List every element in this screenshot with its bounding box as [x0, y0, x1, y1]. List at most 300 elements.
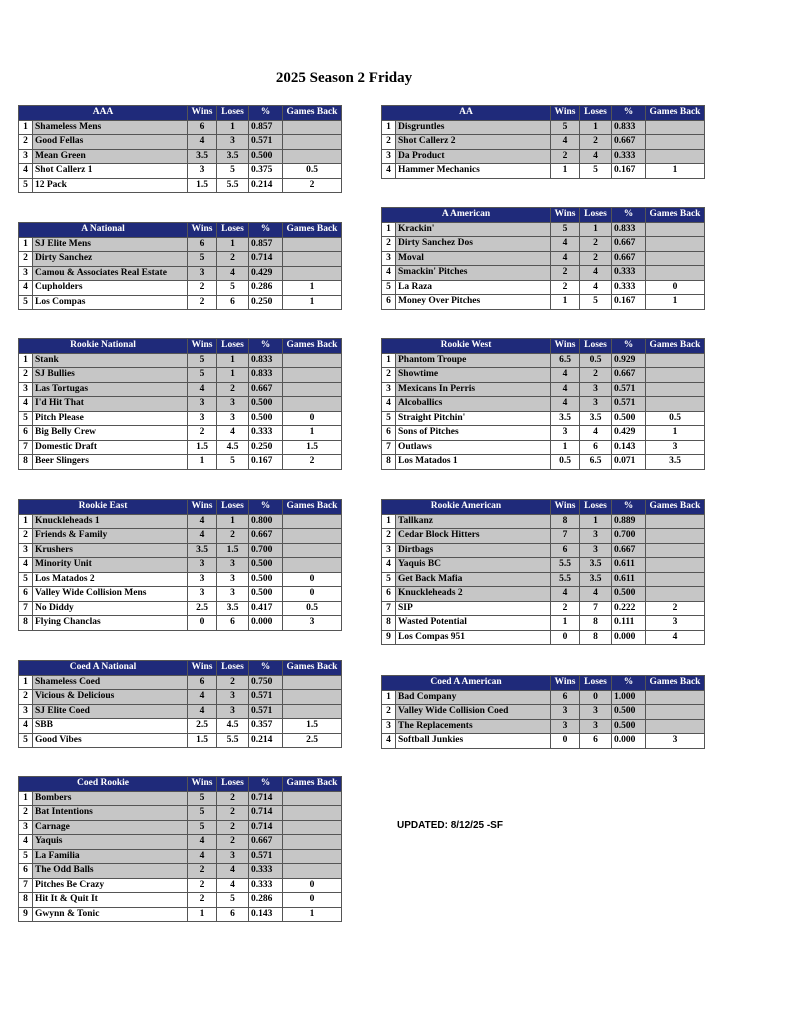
loses: 3: [217, 587, 249, 602]
pct-header: %: [249, 339, 283, 354]
loses: 4: [580, 280, 612, 295]
wins-header: Wins: [551, 106, 580, 121]
win-pct: 0.833: [249, 353, 283, 368]
win-pct: 0.889: [612, 514, 646, 529]
rank: 4: [19, 719, 33, 734]
loses: 3: [580, 719, 612, 734]
win-pct: 0.071: [612, 455, 646, 470]
rank: 8: [19, 893, 33, 908]
win-pct: 0.667: [249, 382, 283, 397]
win-pct: 0.500: [612, 411, 646, 426]
wins: 2: [188, 878, 217, 893]
rank: 5: [19, 295, 33, 310]
rank: 5: [382, 411, 396, 426]
games-back: 3: [646, 734, 705, 749]
table-row: [382, 164, 705, 179]
table-row: [382, 353, 705, 368]
loses: 6: [217, 616, 249, 631]
wins: 5: [188, 353, 217, 368]
wins: 1: [551, 440, 580, 455]
table-row: [382, 251, 705, 266]
team-name: Knuckleheads 1: [33, 514, 188, 529]
games-back: [283, 266, 342, 281]
loses: 3: [217, 849, 249, 864]
wins: 2: [551, 601, 580, 616]
games-back-header: Games Back: [646, 106, 705, 121]
team-name: Vicious & Delicious: [33, 690, 188, 705]
games-back: [283, 397, 342, 412]
rank: 1: [382, 690, 396, 705]
team-name: Los Compas: [33, 295, 188, 310]
division-name: Rookie American: [382, 500, 551, 515]
win-pct: 0.714: [249, 820, 283, 835]
wins: 2: [188, 295, 217, 310]
team-name: Valley Wide Collision Mens: [33, 587, 188, 602]
games-back: [283, 120, 342, 135]
games-back: 1: [646, 426, 705, 441]
table-row: [19, 529, 342, 544]
team-name: Shameless Mens: [33, 120, 188, 135]
win-pct: 0.714: [249, 791, 283, 806]
table-row: [382, 149, 705, 164]
table-row: [19, 820, 342, 835]
team-name: Carnage: [33, 820, 188, 835]
win-pct: 0.250: [249, 295, 283, 310]
games-back: 2: [646, 601, 705, 616]
games-back: [646, 149, 705, 164]
loses: 5: [580, 295, 612, 310]
team-name: Yaquis: [33, 835, 188, 850]
team-name: Dirtbags: [396, 543, 551, 558]
win-pct: 0.222: [612, 601, 646, 616]
loses: 3: [217, 397, 249, 412]
table-row: [19, 164, 342, 179]
loses: 3.5: [217, 601, 249, 616]
team-name: Knuckleheads 2: [396, 587, 551, 602]
games-back: [646, 690, 705, 705]
rank: 1: [19, 675, 33, 690]
pct-header: %: [612, 500, 646, 515]
rank: 6: [382, 426, 396, 441]
loses: 3: [217, 411, 249, 426]
loses: 6: [580, 440, 612, 455]
rank: 5: [382, 280, 396, 295]
table-row: [19, 690, 342, 705]
games-back: [283, 806, 342, 821]
table-row: [382, 587, 705, 602]
team-name: Flying Chanclas: [33, 616, 188, 631]
team-name: La Raza: [396, 280, 551, 295]
rank: 6: [19, 864, 33, 879]
win-pct: 0.929: [612, 353, 646, 368]
table-row: [382, 514, 705, 529]
win-pct: 0.857: [249, 120, 283, 135]
games-back-header: Games Back: [646, 208, 705, 223]
wins: 4: [551, 237, 580, 252]
wins: 3: [551, 426, 580, 441]
wins: 5: [551, 120, 580, 135]
rank: 1: [19, 791, 33, 806]
loses: 4: [217, 266, 249, 281]
loses: 2: [580, 135, 612, 150]
wins: 3: [188, 558, 217, 573]
team-name: Cedar Block Hitters: [396, 529, 551, 544]
rank: 4: [19, 164, 33, 179]
wins-header: Wins: [551, 676, 580, 691]
standings-table-rookie-east: [18, 499, 342, 631]
games-back-header: Games Back: [283, 777, 342, 792]
team-name: Pitches Be Crazy: [33, 878, 188, 893]
team-name: Smackin' Pitches: [396, 266, 551, 281]
team-name: Hit It & Quit It: [33, 893, 188, 908]
wins: 1: [551, 164, 580, 179]
win-pct: 0.214: [249, 733, 283, 748]
games-back: [646, 514, 705, 529]
rank: 3: [382, 149, 396, 164]
rank: 4: [382, 734, 396, 749]
win-pct: 0.286: [249, 281, 283, 296]
wins: 4: [551, 368, 580, 383]
table-row: [382, 237, 705, 252]
win-pct: 0.571: [612, 382, 646, 397]
wins: 2: [188, 281, 217, 296]
loses: 1: [217, 368, 249, 383]
table-row: [382, 120, 705, 135]
loses: 2: [217, 529, 249, 544]
team-name: SJ Elite Coed: [33, 704, 188, 719]
updated-note: UPDATED: 8/12/25 -SF: [397, 820, 503, 831]
loses: 3: [580, 382, 612, 397]
team-name: 12 Pack: [33, 178, 188, 193]
games-back: 1: [283, 281, 342, 296]
table-row: [19, 675, 342, 690]
rank: 6: [382, 587, 396, 602]
win-pct: 0.500: [249, 149, 283, 164]
loses: 2: [217, 675, 249, 690]
win-pct: 0.500: [249, 572, 283, 587]
loses-header: Loses: [217, 223, 249, 238]
wins: 5: [188, 368, 217, 383]
games-back-header: Games Back: [646, 500, 705, 515]
rank: 4: [19, 835, 33, 850]
loses: 6.5: [580, 455, 612, 470]
wins-header: Wins: [188, 500, 217, 515]
table-row: [19, 616, 342, 631]
wins: 1: [188, 907, 217, 922]
games-back: 0: [283, 878, 342, 893]
loses: 3: [580, 705, 612, 720]
division-name: Coed Rookie: [19, 777, 188, 792]
wins: 3: [188, 397, 217, 412]
rank: 6: [19, 587, 33, 602]
win-pct: 0.500: [612, 587, 646, 602]
win-pct: 0.167: [612, 164, 646, 179]
games-back: [283, 791, 342, 806]
pct-header: %: [612, 106, 646, 121]
rank: 3: [382, 251, 396, 266]
win-pct: 0.700: [612, 529, 646, 544]
rank: 4: [382, 266, 396, 281]
table-row: [19, 543, 342, 558]
rank: 9: [19, 907, 33, 922]
table-row: [382, 690, 705, 705]
table-row: [382, 280, 705, 295]
wins: 0: [551, 630, 580, 645]
rank: 2: [382, 368, 396, 383]
games-back: [283, 690, 342, 705]
games-back: [646, 237, 705, 252]
pct-header: %: [249, 223, 283, 238]
loses: 2: [217, 806, 249, 821]
rank: 3: [382, 382, 396, 397]
win-pct: 0.333: [249, 426, 283, 441]
team-name: Bombers: [33, 791, 188, 806]
pct-header: %: [612, 208, 646, 223]
games-back: [646, 368, 705, 383]
loses: 3: [217, 135, 249, 150]
games-back-header: Games Back: [283, 500, 342, 515]
win-pct: 0.667: [612, 368, 646, 383]
table-row: [382, 266, 705, 281]
wins: 1: [188, 455, 217, 470]
table-row: [382, 411, 705, 426]
table-row: [382, 295, 705, 310]
win-pct: 0.667: [249, 529, 283, 544]
wins: 3: [188, 266, 217, 281]
standings-table-coed-a-american: [381, 675, 705, 749]
games-back: 0: [283, 572, 342, 587]
win-pct: 0.571: [249, 690, 283, 705]
team-name: No Diddy: [33, 601, 188, 616]
win-pct: 0.500: [612, 719, 646, 734]
wins: 3: [188, 587, 217, 602]
team-name: Yaquis BC: [396, 558, 551, 573]
loses: 2: [217, 835, 249, 850]
rank: 5: [19, 178, 33, 193]
win-pct: 0.000: [249, 616, 283, 631]
rank: 7: [382, 440, 396, 455]
wins: 2: [551, 280, 580, 295]
table-row: [19, 704, 342, 719]
games-back: 0: [283, 893, 342, 908]
games-back: [646, 135, 705, 150]
loses: 1: [217, 237, 249, 252]
games-back: 2.5: [283, 733, 342, 748]
loses: 3: [580, 529, 612, 544]
games-back: [283, 835, 342, 850]
games-back: 4: [646, 630, 705, 645]
games-back: [283, 514, 342, 529]
table-row: [19, 252, 342, 267]
win-pct: 1.000: [612, 690, 646, 705]
page-title: 2025 Season 2 Friday: [275, 70, 413, 86]
table-row: [19, 149, 342, 164]
table-row: [382, 368, 705, 383]
games-back: [646, 353, 705, 368]
team-name: Mexicans In Perris: [396, 382, 551, 397]
games-back: 2: [283, 178, 342, 193]
rank: 5: [19, 572, 33, 587]
team-name: Gwynn & Tonic: [33, 907, 188, 922]
division-name: Coed A American: [382, 676, 551, 691]
games-back: [283, 135, 342, 150]
win-pct: 0.250: [249, 440, 283, 455]
loses: 3: [580, 397, 612, 412]
games-back: [646, 266, 705, 281]
rank: 4: [19, 558, 33, 573]
rank: 6: [382, 295, 396, 310]
standings-table-a-american: [381, 207, 705, 310]
win-pct: 0.286: [249, 893, 283, 908]
wins: 2: [188, 864, 217, 879]
team-name: Los Matados 2: [33, 572, 188, 587]
games-back: 0.5: [646, 411, 705, 426]
loses: 4: [580, 149, 612, 164]
rank: 2: [382, 135, 396, 150]
games-back: [646, 251, 705, 266]
win-pct: 0.700: [249, 543, 283, 558]
table-row: [19, 806, 342, 821]
division-name: A American: [382, 208, 551, 223]
team-name: Friends & Family: [33, 529, 188, 544]
loses: 5: [580, 164, 612, 179]
games-back: 0.5: [283, 164, 342, 179]
pct-header: %: [249, 777, 283, 792]
table-row: [19, 440, 342, 455]
standings-table-rookie-national: [18, 338, 342, 470]
wins: 3: [188, 164, 217, 179]
wins: 6: [551, 543, 580, 558]
table-row: [19, 893, 342, 908]
win-pct: 0.714: [249, 806, 283, 821]
standings-table-rookie-west: [381, 338, 705, 470]
standings-table-aaa: [18, 105, 342, 193]
win-pct: 0.667: [612, 135, 646, 150]
table-row: [19, 266, 342, 281]
table-row: [382, 440, 705, 455]
team-name: Valley Wide Collision Coed: [396, 705, 551, 720]
games-back: [283, 353, 342, 368]
table-row: [19, 733, 342, 748]
team-name: SIP: [396, 601, 551, 616]
table-row: [382, 734, 705, 749]
games-back: [646, 587, 705, 602]
win-pct: 0.000: [612, 734, 646, 749]
loses: 4: [217, 878, 249, 893]
wins: 6: [188, 675, 217, 690]
rank: 5: [19, 849, 33, 864]
rank: 3: [19, 149, 33, 164]
win-pct: 0.667: [612, 237, 646, 252]
win-pct: 0.667: [249, 835, 283, 850]
team-name: Los Matados 1: [396, 455, 551, 470]
win-pct: 0.571: [249, 849, 283, 864]
wins: 1.5: [188, 178, 217, 193]
wins: 3: [551, 719, 580, 734]
games-back: [646, 120, 705, 135]
wins: 6: [188, 120, 217, 135]
win-pct: 0.500: [249, 411, 283, 426]
win-pct: 0.667: [612, 543, 646, 558]
division-name: AAA: [19, 106, 188, 121]
pct-header: %: [612, 339, 646, 354]
rank: 1: [19, 237, 33, 252]
team-name: The Replacements: [396, 719, 551, 734]
games-back: 1: [646, 164, 705, 179]
wins: 5: [188, 806, 217, 821]
wins-header: Wins: [188, 777, 217, 792]
win-pct: 0.611: [612, 558, 646, 573]
win-pct: 0.167: [249, 455, 283, 470]
table-row: [382, 601, 705, 616]
table-row: [19, 455, 342, 470]
wins-header: Wins: [551, 208, 580, 223]
loses-header: Loses: [580, 339, 612, 354]
pct-header: %: [249, 661, 283, 676]
loses: 6: [580, 734, 612, 749]
rank: 5: [382, 572, 396, 587]
team-name: Showtime: [396, 368, 551, 383]
loses: 5.5: [217, 178, 249, 193]
team-name: Camou & Associates Real Estate: [33, 266, 188, 281]
team-name: Good Fellas: [33, 135, 188, 150]
wins: 4: [188, 514, 217, 529]
standings-table-coed-a-national: [18, 660, 342, 748]
team-name: Outlaws: [396, 440, 551, 455]
games-back: 1.5: [283, 440, 342, 455]
rank: 1: [382, 514, 396, 529]
rank: 4: [382, 397, 396, 412]
team-name: Krackin': [396, 222, 551, 237]
win-pct: 0.429: [612, 426, 646, 441]
loses-header: Loses: [217, 106, 249, 121]
win-pct: 0.333: [249, 878, 283, 893]
win-pct: 0.143: [249, 907, 283, 922]
games-back: 1: [646, 295, 705, 310]
rank: 2: [382, 529, 396, 544]
win-pct: 0.500: [249, 397, 283, 412]
team-name: Wasted Potential: [396, 616, 551, 631]
games-back: [283, 149, 342, 164]
win-pct: 0.500: [249, 587, 283, 602]
team-name: Good Vibes: [33, 733, 188, 748]
pct-header: %: [249, 106, 283, 121]
loses: 3: [217, 558, 249, 573]
win-pct: 0.143: [612, 440, 646, 455]
rank: 7: [19, 601, 33, 616]
games-back-header: Games Back: [646, 676, 705, 691]
wins: 4: [188, 835, 217, 850]
rank: 2: [382, 705, 396, 720]
loses: 4.5: [217, 440, 249, 455]
loses-header: Loses: [580, 676, 612, 691]
wins: 3.5: [551, 411, 580, 426]
loses-header: Loses: [580, 208, 612, 223]
wins: 4: [188, 849, 217, 864]
division-name: Rookie National: [19, 339, 188, 354]
table-row: [382, 397, 705, 412]
rank: 2: [382, 237, 396, 252]
pct-header: %: [249, 500, 283, 515]
standings-table-aa: [381, 105, 705, 179]
loses: 4.5: [217, 719, 249, 734]
rank: 3: [19, 382, 33, 397]
wins: 0.5: [551, 455, 580, 470]
loses: 5: [217, 281, 249, 296]
team-name: Da Product: [396, 149, 551, 164]
loses: 5.5: [217, 733, 249, 748]
team-name: Krushers: [33, 543, 188, 558]
